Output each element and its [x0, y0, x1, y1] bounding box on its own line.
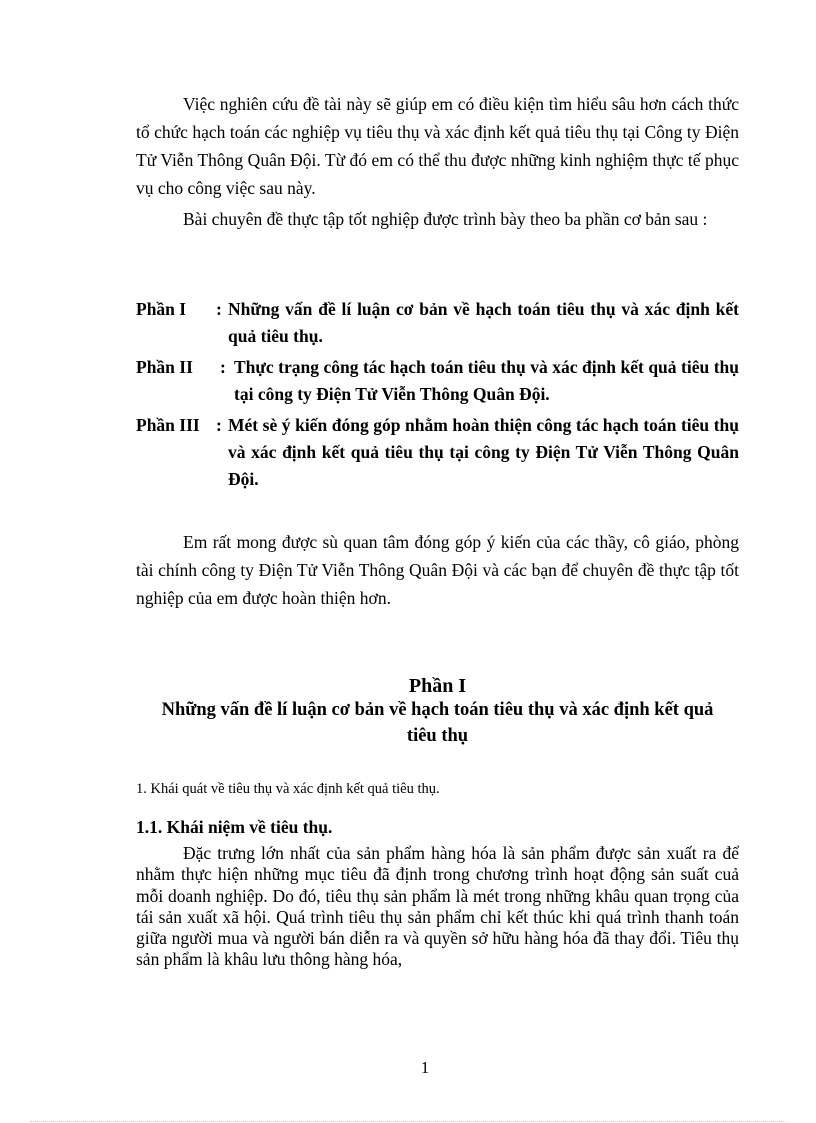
part-item-3 [136, 412, 739, 496]
chapter-number: Phần I [408, 675, 467, 697]
part-text [228, 412, 739, 493]
part-text [228, 296, 739, 350]
page-number: 1 [420, 1058, 430, 1077]
part-item-1 [136, 296, 739, 352]
page-edge-divider [30, 1121, 786, 1122]
part-item-2 [136, 354, 739, 410]
part-separator: : [220, 357, 226, 377]
part-text-content: Mét sè ý kiến đóng góp nhằm hoàn thiện công tác hạch toán tiêu thụ và xác định kết quả tiêu thụ tại công ty Điện Tử Viễn Thông Quân Đội. [228, 415, 739, 489]
section-1-1-body: Đặc trưng lớn nhất của sản phẩm hàng hóa là sản phẩm được sản xuất ra để nhằm thực hiện những mục tiêu đã định trong chương trình hoạt động sản suất cuả mỗi doanh nghiệp. Do đó, tiêu thụ sản phẩm là mét trong những khâu quan trọng của tái sản xuất xã hội. Quá trình tiêu thụ sản phẩm chỉ kết thúc khi quá trình thanh toán giữa người mua và người bán diễn ra và quyền sở hữu hàng hóa đã thay đổi. Tiêu thụ sản phẩm là khâu lưu thông hàng hóa, [136, 843, 739, 970]
part-label: Phần I [136, 299, 187, 319]
section-heading-1-1: 1.1. Khái niệm về tiêu thụ. [136, 817, 333, 837]
part-text-content: Những vấn đề lí luận cơ bản về hạch toán tiêu thụ và xác định kết quả tiêu thụ. [228, 299, 739, 346]
intro-paragraph-2: Bài chuyên đề thực tập tốt nghiệp được trình bày theo ba phần cơ bản sau : [183, 209, 708, 229]
closing-paragraph: Em rất mong được sù quan tâm đóng góp ý kiến của các thầy, cô giáo, phòng tài chính công ty Điện Tử Viễn Thông Quân Đội và các bạn để chuyên đề thực tập tốt nghiệp của em được hoàn thiện hơn. [136, 532, 739, 608]
part-text [234, 354, 739, 408]
part-separator: : [216, 299, 222, 319]
part-label: Phần II [136, 357, 193, 377]
section-heading-1: 1. Khái quát về tiêu thụ và xác định kết quả tiêu thụ. [136, 781, 440, 797]
chapter-title: Những vấn đề lí luận cơ bản về hạch toán tiêu thụ và xác định kết quả tiêu thụ [161, 700, 714, 746]
part-text-content: Thực trạng công tác hạch toán tiêu thụ và xác định kết quả tiêu thụ tại công ty Điện Tử Viễn Thông Quân Đội. [234, 357, 739, 404]
part-separator: : [216, 415, 222, 435]
intro-paragraph-1: Việc nghiên cứu đề tài này sẽ giúp em có điều kiện tìm hiểu sâu hơn cách thức tổ chức hạch toán các nghiệp vụ tiêu thụ và xác định kết quả tiêu thụ tại Công ty Điện Tử Viễn Thông Quân Đội. Từ đó em có thể thu được những kinh nghiệm thực tế phục vụ cho công việc sau này. [136, 94, 739, 198]
part-label: Phần III [136, 415, 200, 435]
